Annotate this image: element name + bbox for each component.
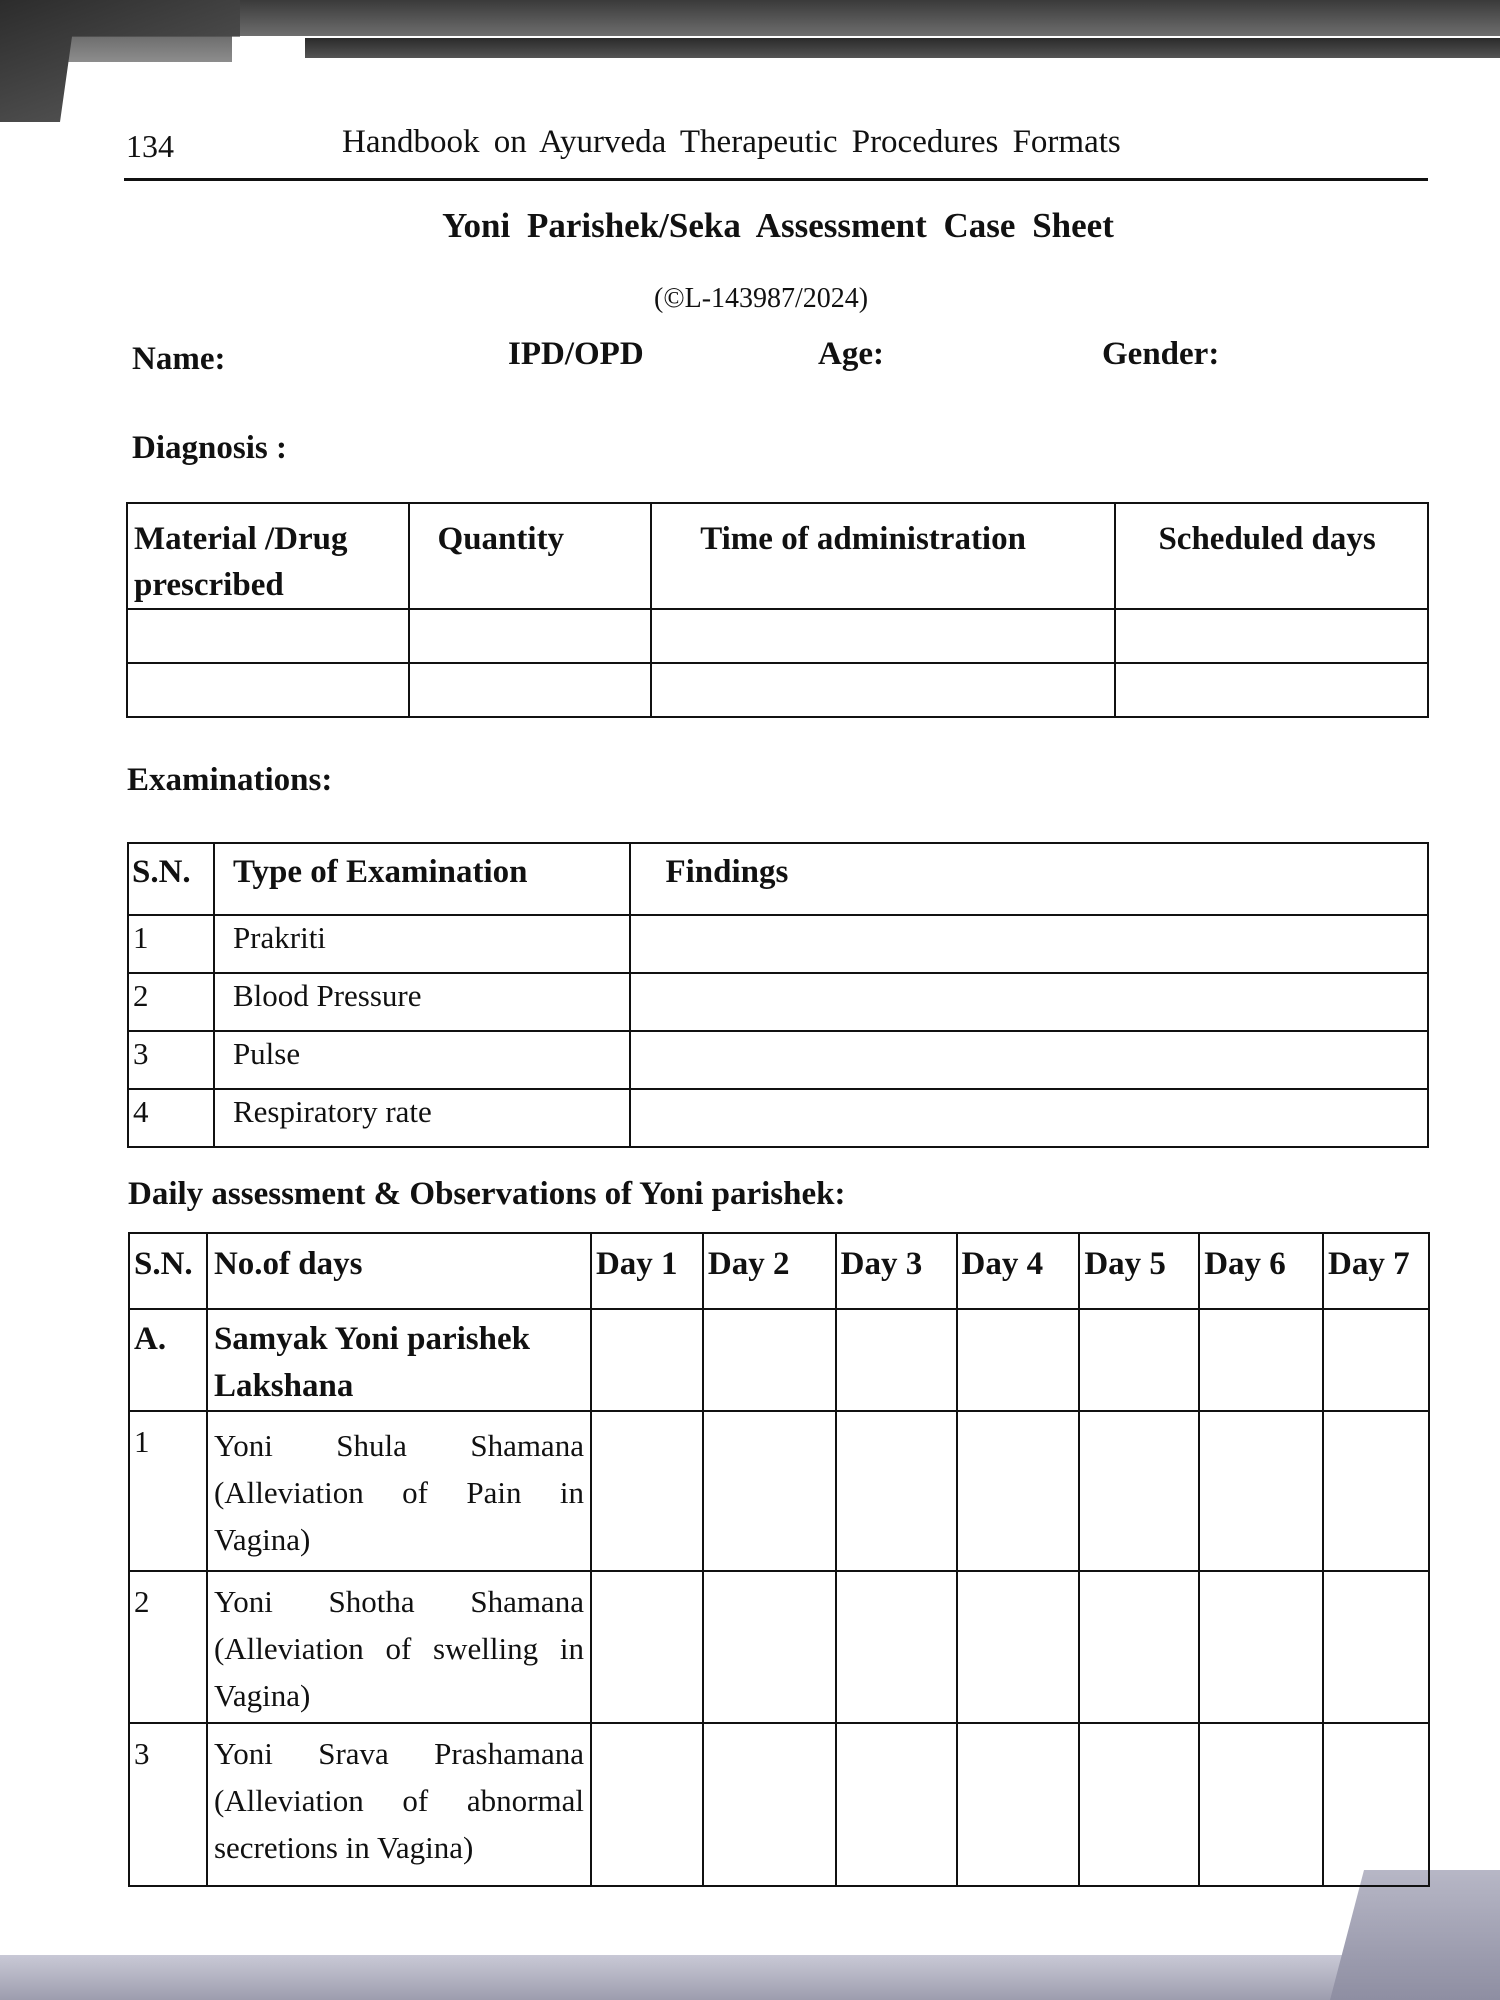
table-row xyxy=(128,1031,1428,1089)
day-cell[interactable] xyxy=(1079,1309,1199,1411)
column-header: Day 6 xyxy=(1199,1233,1323,1309)
daily-assessment-table xyxy=(128,1232,1430,1887)
day-cell[interactable] xyxy=(1323,1571,1429,1723)
row-number: 2 xyxy=(128,973,214,1031)
form-title: Yoni Parishek/Seka Assessment Case Sheet xyxy=(442,206,1114,245)
table-row xyxy=(127,609,1428,663)
table-header-row xyxy=(128,843,1428,915)
day-cell[interactable] xyxy=(1323,1411,1429,1571)
day-cell[interactable] xyxy=(1079,1723,1199,1886)
name-field-label: Name: xyxy=(132,341,226,377)
exam-type: Pulse xyxy=(214,1031,631,1089)
day-cell[interactable] xyxy=(836,1571,957,1723)
examinations-heading: Examinations: xyxy=(127,762,333,798)
observation-label: Samyak Yoni parishek Lakshana xyxy=(207,1309,591,1411)
ipd-opd-field-label: IPD/OPD xyxy=(508,336,644,372)
day-cell[interactable] xyxy=(1079,1571,1199,1723)
table-cell[interactable] xyxy=(1115,609,1428,663)
column-header: S.N. xyxy=(128,843,214,915)
column-header: Quantity xyxy=(409,503,652,609)
row-number: 4 xyxy=(128,1089,214,1147)
row-number: A. xyxy=(129,1309,207,1411)
table-row xyxy=(128,1089,1428,1147)
day-cell[interactable] xyxy=(1199,1309,1323,1411)
table-cell[interactable] xyxy=(127,609,409,663)
column-header: Day 3 xyxy=(836,1233,957,1309)
column-header: Material /Drug prescribed xyxy=(127,503,409,609)
row-number: 1 xyxy=(129,1411,207,1571)
column-header: Day 2 xyxy=(703,1233,836,1309)
row-number: 1 xyxy=(128,915,214,973)
day-cell[interactable] xyxy=(957,1723,1080,1886)
day-cell[interactable] xyxy=(591,1723,703,1886)
column-header: Day 4 xyxy=(957,1233,1080,1309)
findings-cell[interactable] xyxy=(630,1031,1428,1089)
table-row xyxy=(128,973,1428,1031)
row-number: 2 xyxy=(129,1571,207,1723)
observation-label: Yoni Shula Shamana (Alleviation of Pain in Vagina) xyxy=(207,1411,591,1571)
day-cell[interactable] xyxy=(1199,1411,1323,1571)
table-cell[interactable] xyxy=(651,663,1115,717)
table-cell[interactable] xyxy=(127,663,409,717)
findings-cell[interactable] xyxy=(630,1089,1428,1147)
column-header: Time of administration xyxy=(651,503,1115,609)
day-cell[interactable] xyxy=(836,1411,957,1571)
prescription-table xyxy=(126,502,1429,718)
daily-assessment-heading: Daily assessment & Observations of Yoni parishek: xyxy=(128,1176,846,1212)
day-cell[interactable] xyxy=(1199,1723,1323,1886)
table-cell[interactable] xyxy=(409,663,652,717)
table-cell[interactable] xyxy=(409,609,652,663)
exam-type: Respiratory rate xyxy=(214,1089,631,1147)
column-header: Findings xyxy=(630,843,1428,915)
scan-shadow-bottom xyxy=(0,1955,1500,2000)
day-cell[interactable] xyxy=(703,1411,836,1571)
day-cell[interactable] xyxy=(591,1309,703,1411)
gender-field-label: Gender: xyxy=(1102,336,1220,372)
table-row xyxy=(129,1571,1429,1723)
findings-cell[interactable] xyxy=(630,915,1428,973)
age-field-label: Age: xyxy=(818,336,884,372)
day-cell[interactable] xyxy=(1079,1411,1199,1571)
day-cell[interactable] xyxy=(957,1309,1080,1411)
table-cell[interactable] xyxy=(651,609,1115,663)
table-header-row xyxy=(127,503,1428,609)
column-header: S.N. xyxy=(129,1233,207,1309)
row-number: 3 xyxy=(129,1723,207,1886)
page-number: 134 xyxy=(126,128,174,164)
day-cell[interactable] xyxy=(957,1411,1080,1571)
day-cell[interactable] xyxy=(591,1571,703,1723)
column-header: Day 5 xyxy=(1079,1233,1199,1309)
column-header: Day 7 xyxy=(1323,1233,1429,1309)
scan-shadow-corner-bottom xyxy=(1330,1870,1500,2000)
table-cell[interactable] xyxy=(1115,663,1428,717)
day-cell[interactable] xyxy=(1323,1723,1429,1886)
copyright-notice: (©L-143987/2024) xyxy=(654,283,869,314)
day-cell[interactable] xyxy=(591,1411,703,1571)
day-cell[interactable] xyxy=(836,1309,957,1411)
day-cell[interactable] xyxy=(1323,1309,1429,1411)
table-row xyxy=(129,1723,1429,1886)
day-cell[interactable] xyxy=(1199,1571,1323,1723)
column-header: No.of days xyxy=(207,1233,591,1309)
day-cell[interactable] xyxy=(703,1309,836,1411)
examinations-table xyxy=(127,842,1429,1148)
column-header: Type of Examination xyxy=(214,843,631,915)
findings-cell[interactable] xyxy=(630,973,1428,1031)
exam-type: Blood Pressure xyxy=(214,973,631,1031)
table-row xyxy=(128,915,1428,973)
observation-label: Yoni Shotha Shamana (Alleviation of swelling in Vagina) xyxy=(207,1571,591,1723)
exam-type: Prakriti xyxy=(214,915,631,973)
column-header: Day 1 xyxy=(591,1233,703,1309)
column-header: Scheduled days xyxy=(1115,503,1428,609)
row-number: 3 xyxy=(128,1031,214,1089)
running-head: Handbook on Ayurveda Therapeutic Procedures Formats xyxy=(342,124,1121,160)
scan-shadow-bar xyxy=(305,38,1500,58)
table-row xyxy=(127,663,1428,717)
header-rule xyxy=(124,178,1428,181)
day-cell[interactable] xyxy=(703,1723,836,1886)
table-row xyxy=(129,1411,1429,1571)
day-cell[interactable] xyxy=(957,1571,1080,1723)
table-row xyxy=(129,1309,1429,1411)
day-cell[interactable] xyxy=(836,1723,957,1886)
observation-label: Yoni Srava Prashamana (Alleviation of abnormal secretions in Vagina) xyxy=(207,1723,591,1886)
table-header-row xyxy=(129,1233,1429,1309)
diagnosis-field-label: Diagnosis : xyxy=(132,430,287,466)
day-cell[interactable] xyxy=(703,1571,836,1723)
